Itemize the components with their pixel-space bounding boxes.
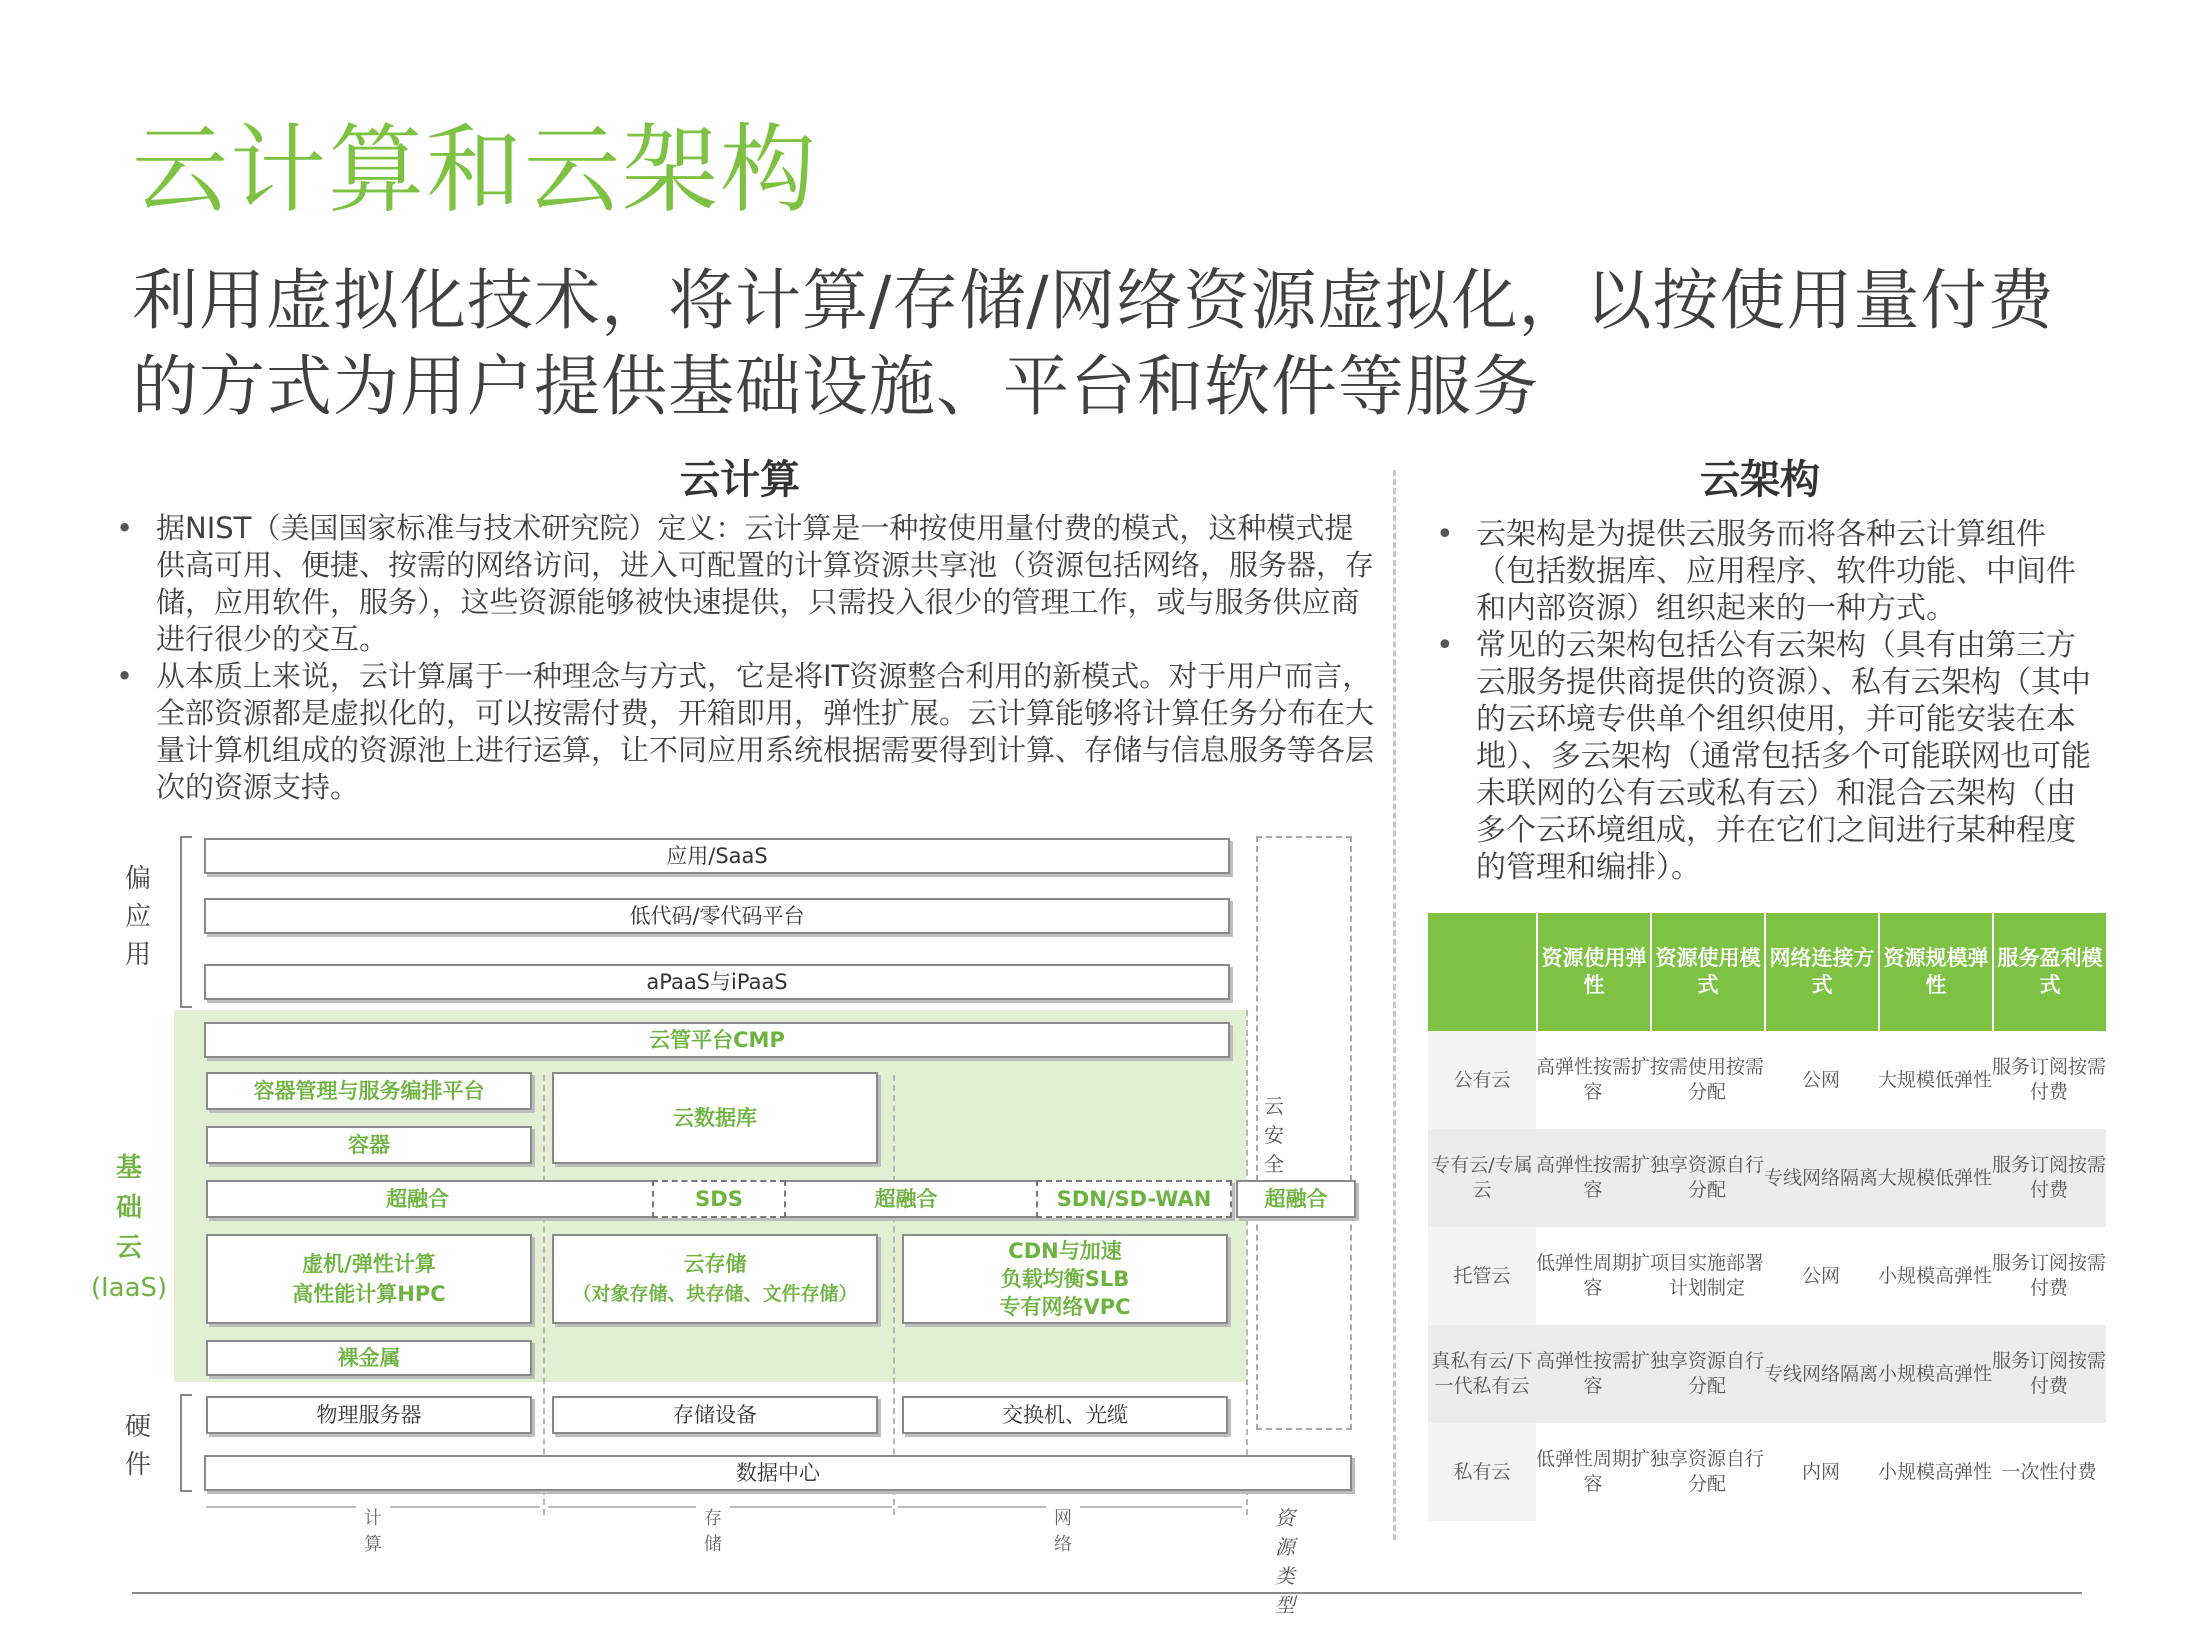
- cloud-computing-heading: 云计算: [680, 457, 800, 503]
- network-line-1: CDN与加速: [1008, 1239, 1122, 1263]
- table-cell: 独享资源自行分配: [1650, 1325, 1764, 1423]
- bracket-app: [180, 836, 192, 1008]
- table-row: [1428, 1325, 2106, 1423]
- block-clouddb: 云数据库: [552, 1072, 878, 1164]
- bullet-item: • 常见的云架构包括公有云架构（具有由第三方云服务提供商提供的资源）、私有云架构（其中的云环境专供单个组织使用，并可能安装在本地）、多云架构（通常包括多个可能联网也可能未联网的公有云或私有云）和混合云架构（由多个云环境组成，并在它们之间进行某种程度的管理和编排）。: [1432, 627, 2100, 886]
- table-cell: 一次性付费: [1992, 1423, 2106, 1521]
- network-line-3: 专有网络VPC: [999, 1295, 1131, 1319]
- table-cell: 服务订阅按需付费: [1992, 1325, 2106, 1423]
- table-cell: 服务订阅按需付费: [1992, 1227, 2106, 1325]
- comparison-table: [1428, 913, 2106, 1521]
- storage-line-2: （对象存储、块存储、文件存储）: [572, 1283, 858, 1305]
- security-label: 云安全: [1264, 1094, 1284, 1176]
- table-header-cell: 网络连接方式: [1764, 913, 1878, 1031]
- block-network: [902, 1234, 1228, 1324]
- column-separator: [893, 1075, 895, 1515]
- cloud-architecture-heading: 云架构: [1700, 457, 1820, 503]
- table-header-cell: 资源使用弹性: [1536, 913, 1650, 1031]
- table-header-cell: 服务盈利模式: [1992, 913, 2106, 1031]
- bullet-item: • 从本质上来说，云计算属于一种理念与方式，它是将IT资源整合利用的新模式。对于用户而言，全部资源都是虚拟化的，可以按需付费，开箱即用，弹性扩展。云计算能够将计算任务分布在大量计算机组成的资源池上进行运算，让不同应用系统根据需要得到计算、存储与信息服务等各层次的资源支持。: [112, 658, 1382, 806]
- block-baremetal: 裸金属: [206, 1340, 532, 1376]
- column-separator: [543, 1075, 545, 1515]
- table-cell: 低弹性周期扩容: [1536, 1423, 1650, 1521]
- table-cell: 小规模高弹性: [1878, 1325, 1992, 1423]
- label-hw: 硬件: [124, 1412, 151, 1480]
- table-cell: 专有云/专属云: [1428, 1129, 1536, 1227]
- block-hci-3: 超融合: [1236, 1180, 1356, 1218]
- cloud-computing-bullets: [112, 510, 1382, 806]
- table-cell: 独享资源自行分配: [1650, 1423, 1764, 1521]
- block-compute: [206, 1234, 532, 1324]
- compute-line-2: 高性能计算HPC: [292, 1282, 446, 1306]
- block-sds: SDS: [652, 1180, 786, 1218]
- table-row: [1428, 1423, 2106, 1521]
- table-cell: 公网: [1764, 1227, 1878, 1325]
- table-cell: 私有云: [1428, 1423, 1536, 1521]
- table-cell: 低弹性周期扩容: [1536, 1227, 1650, 1325]
- page-title: 云计算和云架构: [132, 114, 818, 226]
- table-cell: 真私有云/下一代私有云: [1428, 1325, 1536, 1423]
- bottom-rule: [132, 1592, 2082, 1594]
- block-sdn: SDN/SD-WAN: [1036, 1180, 1232, 1218]
- table-cell: 公有云: [1428, 1031, 1536, 1129]
- table-row: [1428, 1031, 2106, 1129]
- table-cell: 高弹性按需扩容: [1536, 1325, 1650, 1423]
- table-cell: 大规模低弹性: [1878, 1031, 1992, 1129]
- table-cell: 小规模高弹性: [1878, 1423, 1992, 1521]
- table-cell: 高弹性按需扩容: [1536, 1129, 1650, 1227]
- bracket-hw: [180, 1394, 192, 1492]
- column-separator: [1246, 1010, 1248, 1515]
- block-apaas: aPaaS与iPaaS: [204, 964, 1230, 1000]
- compute-line-1: 虚机/弹性计算: [302, 1252, 436, 1276]
- table-cell: 高弹性按需扩容: [1536, 1031, 1650, 1129]
- table-cell: 专线网络隔离: [1764, 1325, 1878, 1423]
- table-header-cell: 资源使用模式: [1650, 913, 1764, 1031]
- block-switch: 交换机、光缆: [902, 1396, 1228, 1434]
- block-container-mgmt: 容器管理与服务编排平台: [206, 1072, 532, 1110]
- cloud-architecture-bullets: [1432, 516, 2100, 886]
- table-header-cell: 资源规模弹性: [1878, 913, 1992, 1031]
- block-saas: 应用/SaaS: [204, 838, 1230, 874]
- table-cell: 内网: [1764, 1423, 1878, 1521]
- block-cmp: 云管平台CMP: [204, 1022, 1230, 1058]
- bullet-item: • 据NIST（美国国家标准与技术研究院）定义：云计算是一种按使用量付费的模式，这种模式提供高可用、便捷、按需的网络访问，进入可配置的计算资源共享池（资源包括网络，服务器，存储，应用软件，服务），这些资源能够被快速提供，只需投入很少的管理工作，或与服务供应商进行很少的交互。: [112, 510, 1382, 658]
- table-row: [1428, 1227, 2106, 1325]
- table-cell: 按需使用按需分配: [1650, 1031, 1764, 1129]
- table-header-row: [1428, 913, 2106, 1031]
- table-row: [1428, 1129, 2106, 1227]
- block-storage-device: 存储设备: [552, 1396, 878, 1434]
- bullet-item: • 云架构是为提供云服务而将各种云计算组件（包括数据库、应用程序、软件功能、中间件和内部资源）组织起来的一种方式。: [1432, 516, 2100, 627]
- table-cell: 独享资源自行分配: [1650, 1129, 1764, 1227]
- table-cell: 专线网络隔离: [1764, 1129, 1878, 1227]
- axis-label-network: 网络: [1046, 1504, 1080, 1556]
- table-cell: 小规模高弹性: [1878, 1227, 1992, 1325]
- table-header-cell: [1428, 913, 1536, 1031]
- column-divider: [1393, 470, 1396, 1540]
- axis-label-compute: 计算: [356, 1504, 390, 1556]
- block-storage: [552, 1234, 878, 1324]
- table-cell: 大规模低弹性: [1878, 1129, 1992, 1227]
- label-iaas: 基础云 (IaaS): [90, 1153, 168, 1303]
- block-hci-2: 超融合: [874, 1187, 938, 1211]
- block-hci-1: 超融合: [206, 1180, 1232, 1218]
- resource-type-label: 资源类型: [1275, 1506, 1295, 1617]
- block-container: 容器: [206, 1126, 532, 1164]
- table-cell: 公网: [1764, 1031, 1878, 1129]
- block-server: 物理服务器: [206, 1396, 532, 1434]
- label-app: 偏应用: [124, 864, 151, 970]
- table-cell: 托管云: [1428, 1227, 1536, 1325]
- network-line-2: 负载均衡SLB: [1000, 1267, 1130, 1291]
- block-lowcode: 低代码/零代码平台: [204, 898, 1230, 934]
- table-cell: 项目实施部署计划制定: [1650, 1227, 1764, 1325]
- block-datacenter: 数据中心: [204, 1455, 1352, 1491]
- axis-label-storage: 存储: [696, 1504, 730, 1556]
- table-cell: 服务订阅按需付费: [1992, 1129, 2106, 1227]
- storage-line-1: 云存储: [683, 1252, 747, 1276]
- page-subtitle: 利用虚拟化技术，将计算/存储/网络资源虚拟化，以按使用量付费的方式为用户提供基础设施、平台和软件等服务: [132, 262, 2055, 425]
- table-cell: 服务订阅按需付费: [1992, 1031, 2106, 1129]
